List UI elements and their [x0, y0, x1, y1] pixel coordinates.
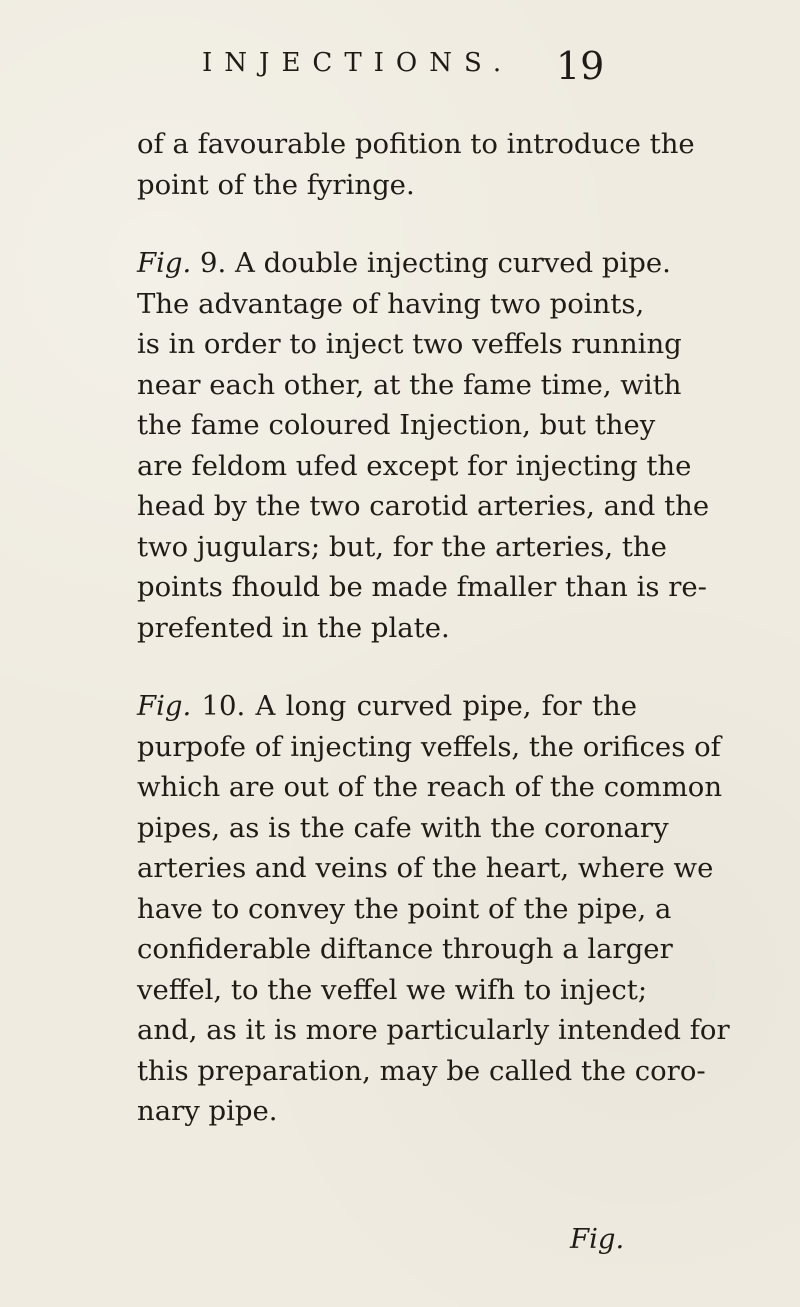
text-line: point of the fyringe. [137, 168, 415, 201]
text-line: which are out of the reach of the common [137, 771, 723, 803]
page-number: 19 [556, 44, 605, 88]
text-line: have to convey the point of the pipe, a [137, 892, 672, 925]
figure-label: Fig. [137, 247, 192, 279]
figure-9-heading-line [137, 243, 671, 284]
text-line: the fame coloured Injection, but they [137, 409, 656, 441]
text-line: points fhould be made fmaller than is re- [137, 571, 707, 603]
figure-10-heading-line [137, 686, 637, 727]
text-line: veffel, to the veffel we wifh to inject; [137, 973, 648, 1006]
figure-9-description-start: 9. A double injecting curved pipe. [199, 247, 671, 279]
figure-label: Fig. [137, 690, 192, 722]
text-line: are feldom ufed except for injecting the [137, 449, 692, 482]
text-line: The advantage of having two points, [137, 287, 645, 320]
text-line: pipes, as is the cafe with the coronary [137, 811, 669, 844]
text-line: arteries and veins of the heart, where we [137, 852, 714, 884]
page-header [0, 44, 800, 88]
text-line: prefented in the plate. [137, 611, 450, 644]
figure-10-description-start: 10. A long curved pipe, for the [201, 690, 637, 722]
catchword: Fig. [570, 1223, 625, 1255]
running-title: INJECTIONS. [202, 48, 514, 78]
main-text [137, 124, 730, 1132]
text-line: near each other, at the fame time, with [137, 368, 682, 401]
text-line: confiderable diftance through a larger [137, 933, 673, 965]
text-line: head by the two carotid arteries, and the [137, 490, 710, 522]
text-line: is in order to inject two veffels running [137, 328, 682, 360]
text-line: nary pipe. [137, 1095, 278, 1127]
text-line: and, as it is more particularly intended for [137, 1014, 730, 1046]
text-line: purpofe of injecting veffels, the orifices of [137, 730, 721, 763]
text-line: two jugulars; but, for the arteries, the [137, 530, 667, 563]
text-line: of a favourable pofition to introduce the [137, 128, 695, 160]
paragraph-gap [137, 648, 637, 686]
text-line: this preparation, may be called the coro- [137, 1054, 706, 1087]
paragraph-gap [137, 205, 637, 243]
